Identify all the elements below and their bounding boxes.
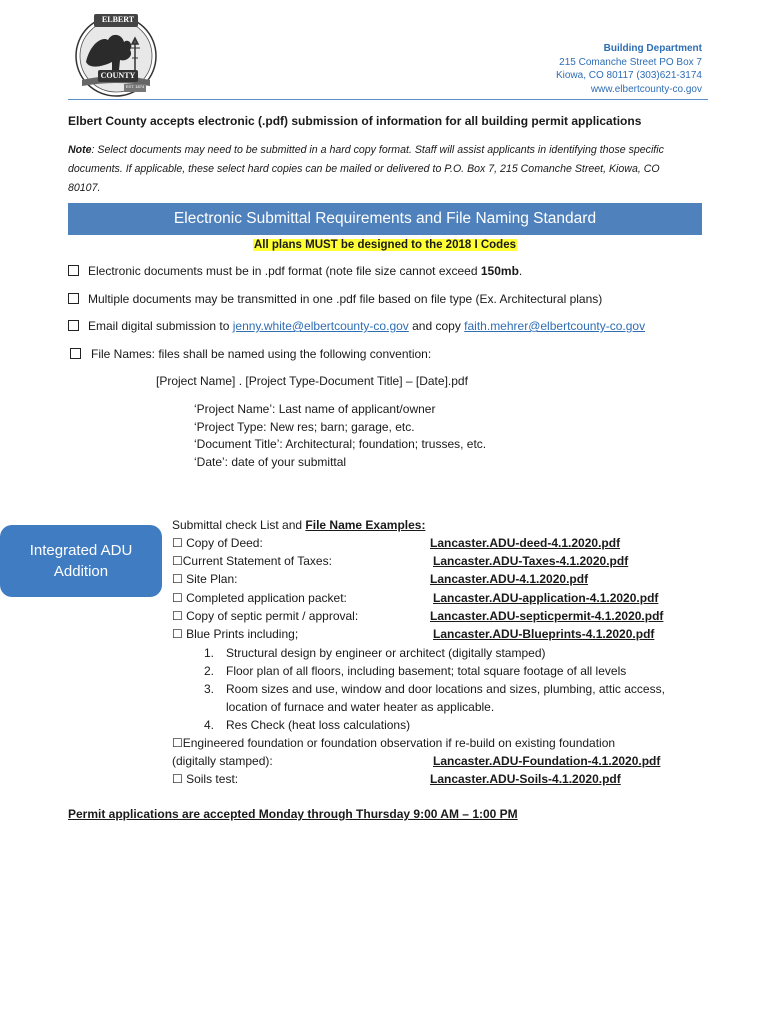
logo-text-est: EST. 1874	[125, 84, 145, 89]
blueprint-subitem-4	[204, 718, 410, 732]
requirement-file-names	[68, 347, 748, 361]
checklist-item-deed[interactable]: ☐ Copy of Deed:	[172, 536, 263, 550]
subitem-number: 2.	[204, 664, 215, 678]
requirement-email	[68, 319, 748, 333]
checklist-item-foundation[interactable]: ☐Engineered foundation or foundation observation if re-build on existing foundation	[172, 736, 616, 750]
department-address-line1: 215 Comanche Street PO Box 7	[559, 56, 702, 68]
checkbox-icon[interactable]	[68, 293, 79, 304]
file-example-site-plan: Lancaster.ADU-4.1.2020.pdf	[430, 572, 589, 586]
definition-date: ‘Date’: date of your submittal	[194, 454, 347, 469]
checklist-item-site-plan[interactable]: ☐ Site Plan:	[172, 572, 238, 586]
blueprint-subitem-2	[204, 664, 626, 678]
checklist-item-soils[interactable]: ☐ Soils test:	[172, 772, 239, 786]
email-link-jenny[interactable]: jenny.white@elbertcounty-co.gov	[232, 319, 409, 333]
foundation-stamped-label: (digitally stamped):	[172, 754, 273, 768]
intro-statement: Elbert County accepts electronic (.pdf) submission of information for all building permit applications	[68, 114, 642, 128]
checklist-header-text: Submittal check List and	[172, 518, 306, 532]
adu-label-text: Integrated ADU Addition	[29, 542, 133, 580]
requirement-email-text: Email digital submission to	[88, 319, 233, 333]
checkbox-icon[interactable]	[68, 320, 79, 331]
file-example-taxes: Lancaster.ADU-Taxes-4.1.2020.pdf	[433, 554, 629, 568]
department-contact	[556, 42, 702, 96]
checklist-header	[172, 518, 425, 532]
adu-category-label	[0, 525, 162, 597]
requirement-pdf-format	[68, 264, 748, 278]
naming-convention: [Project Name] . [Project Type-Document Title] – [Date].pdf	[156, 374, 468, 388]
subitem-text: Room sizes and use, window and door locations and sizes, plumbing, attic access,	[226, 682, 665, 696]
note-label: Note	[68, 144, 92, 156]
file-example-foundation: Lancaster.ADU-Foundation-4.1.2020.pdf	[433, 754, 661, 768]
note-paragraph	[68, 141, 688, 198]
checklist-item-septic[interactable]: ☐ Copy of septic permit / approval:	[172, 609, 359, 623]
definition-project-type: ‘Project Type: New res; barn; garage, etc.	[194, 419, 415, 434]
subitem-text: location of furnace and water heater as applicable.	[226, 700, 495, 714]
blueprint-subitem-3	[204, 682, 665, 696]
definition-project-name: ‘Project Name’: Last name of applicant/owner	[194, 402, 436, 416]
requirement-size-limit: 150mb	[480, 264, 519, 278]
subitem-number: 3.	[204, 682, 215, 696]
checklist-item-blueprints[interactable]: ☐ Blue Prints including;	[172, 627, 299, 641]
blueprint-subitem-1	[204, 646, 546, 660]
logo-text-county: COUNTY	[100, 71, 136, 80]
permit-hours-notice: Permit applications are accepted Monday through Thursday 9:00 AM – 1:00 PM	[68, 807, 518, 821]
blueprint-subitem-3-cont	[204, 700, 494, 714]
logo-text-elbert: ELBERT	[101, 15, 135, 24]
email-link-faith[interactable]: faith.mehrer@elbertcounty-co.gov	[464, 319, 646, 333]
department-website[interactable]: www.elbertcounty-co.gov	[590, 83, 702, 95]
file-example-septic: Lancaster.ADU-septicpermit-4.1.2020.pdf	[430, 609, 664, 623]
subitem-text: Res Check (heat loss calculations)	[226, 718, 411, 732]
naming-definitions	[194, 401, 486, 471]
department-address-line2: Kiowa, CO 80117 (303)621-3174	[555, 70, 702, 81]
checkbox-icon[interactable]	[70, 348, 81, 359]
requirement-multiple-text: Multiple documents may be transmitted in one .pdf file based on file type (Ex. Architectural plans)	[88, 292, 603, 306]
file-example-application: Lancaster.ADU-application-4.1.2020.pdf	[433, 591, 659, 605]
definition-document-title: ‘Document Title’: Architectural; foundation; trusses, etc.	[194, 437, 487, 451]
header-divider	[68, 99, 708, 100]
file-example-soils: Lancaster.ADU-Soils-4.1.2020.pdf	[430, 772, 621, 786]
requirement-file-names-text: File Names: files shall be named using the following convention:	[91, 347, 432, 361]
requirement-multiple-docs	[68, 292, 748, 306]
file-example-blueprints: Lancaster.ADU-Blueprints-4.1.2020.pdf	[433, 627, 655, 641]
subitem-text: Floor plan of all floors, including basement; total square footage of all levels	[226, 664, 627, 678]
codes-notice: All plans MUST be designed to the 2018 I Codes	[254, 239, 516, 251]
department-title: Building Department	[603, 43, 702, 54]
checklist-header-bold: File Name Examples:	[305, 518, 426, 532]
subitem-number: 1.	[204, 646, 215, 660]
requirement-pdf-end: .	[518, 264, 523, 278]
checkbox-icon[interactable]	[68, 265, 79, 276]
codes-notice-line	[0, 235, 770, 253]
checklist-item-application[interactable]: ☐ Completed application packet:	[172, 591, 347, 605]
subitem-text: Structural design by engineer or architect (digitally stamped)	[226, 646, 546, 660]
note-text: : Select documents may need to be submitted in a hard copy format. Staff will assist applicants in identifying those specific documents. If applicable, these select hard copies can be mailed or delivered to P.O. Box 7, 215 Comanche Street, Kiowa, CO 80107.	[68, 144, 664, 194]
file-example-deed: Lancaster.ADU-deed-4.1.2020.pdf	[430, 536, 621, 550]
elbert-county-logo	[72, 14, 160, 98]
section-banner	[68, 203, 702, 235]
requirement-email-mid: and copy	[408, 319, 465, 333]
subitem-number: 4.	[204, 718, 215, 732]
requirement-pdf-text: Electronic documents must be in .pdf format (note file size cannot exceed	[88, 264, 481, 278]
checklist-item-taxes[interactable]: ☐Current Statement of Taxes:	[172, 554, 332, 568]
banner-title: Electronic Submittal Requirements and File Naming Standard	[173, 210, 597, 227]
